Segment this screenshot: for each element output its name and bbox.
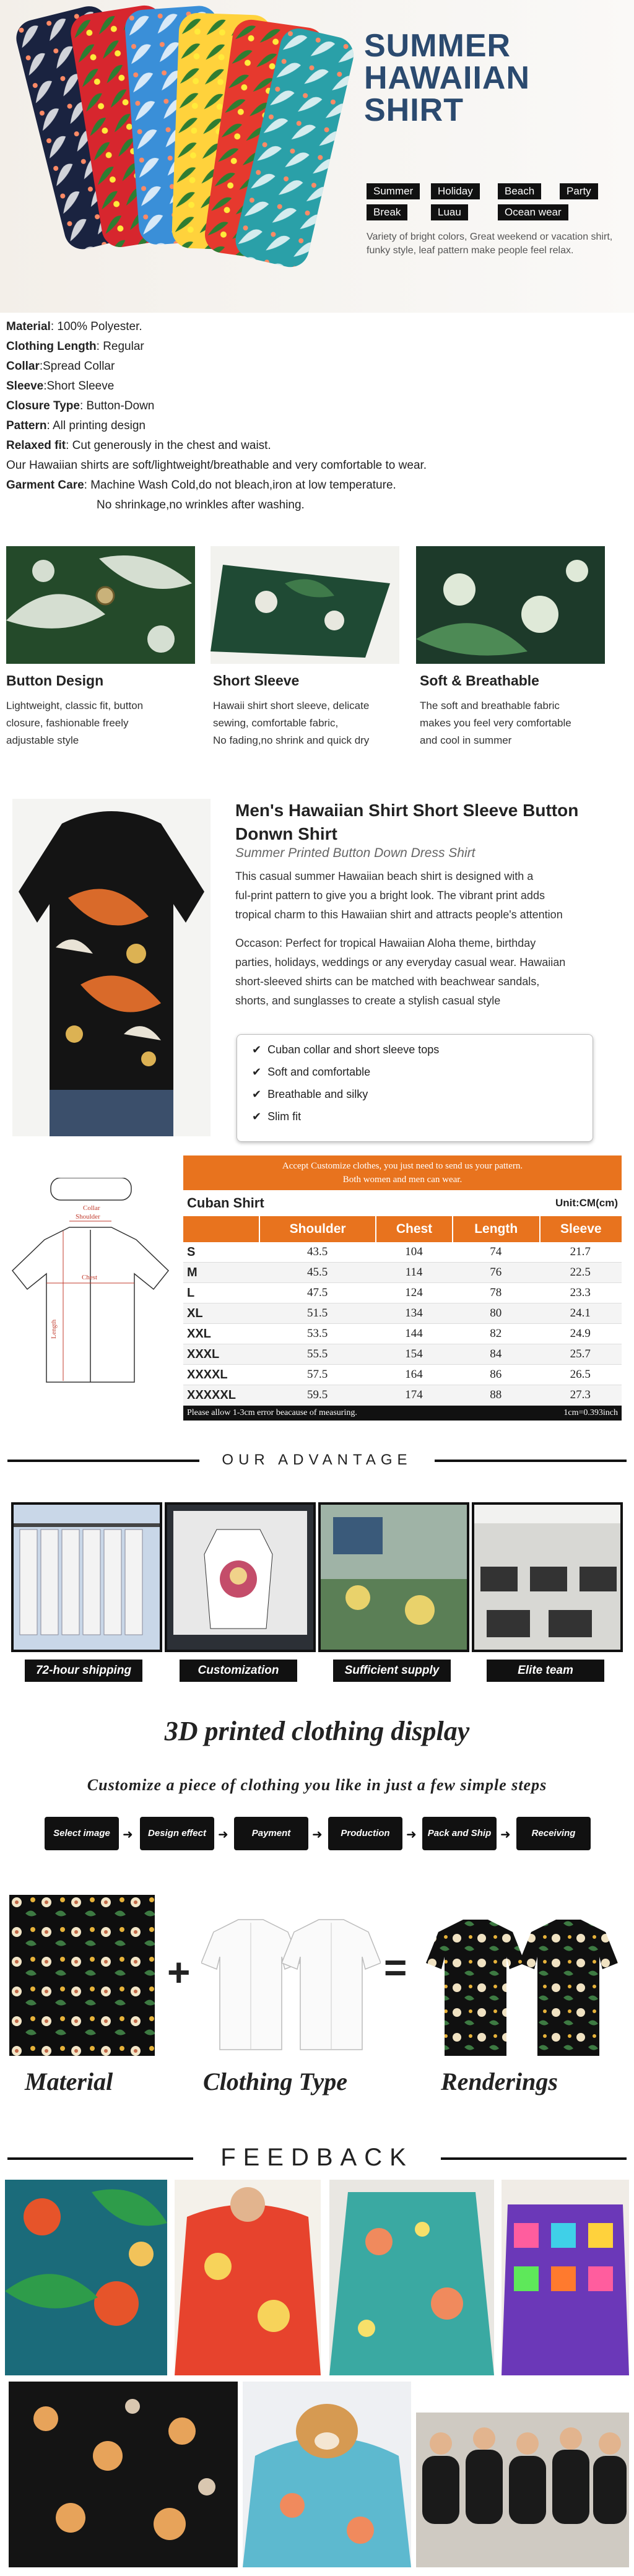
tag-luau: Luau bbox=[431, 204, 468, 220]
advantage-label-shipping: 72-hour shipping bbox=[25, 1660, 142, 1682]
size-chart-table bbox=[183, 1155, 622, 1421]
feedback-divider-left bbox=[7, 2157, 193, 2160]
spec-length: Clothing Length: Regular bbox=[6, 340, 144, 353]
feature-desc-button: Lightweight, classic fit, button closure, fashionable freely adjustable style bbox=[6, 700, 144, 746]
step-payment: Payment bbox=[234, 1817, 308, 1850]
size-value: 51.5 bbox=[259, 1303, 376, 1324]
feedback-heading: FEEDBACK bbox=[220, 2144, 414, 2171]
step-arrow: ➜ bbox=[312, 1828, 323, 1842]
advantage-image-design bbox=[165, 1502, 316, 1652]
spec-material: Material: 100% Polyester. bbox=[6, 320, 142, 333]
equals-sign: = bbox=[384, 1945, 407, 1990]
size-value: 84 bbox=[453, 1344, 540, 1365]
feedback-divider-right bbox=[441, 2157, 627, 2160]
size-banner-row bbox=[183, 1155, 622, 1190]
spec-sleeve: Sleeve:Short Sleeve bbox=[6, 380, 115, 393]
feedback-photo-1 bbox=[5, 2180, 167, 2375]
size-value: 47.5 bbox=[259, 1283, 376, 1303]
rendering-shirt-image bbox=[426, 1907, 624, 2062]
clothing-type-label: Clothing Type bbox=[203, 2068, 347, 2095]
spec-collar: Collar:Spread Collar bbox=[6, 360, 115, 373]
tag-summer: Summer bbox=[367, 183, 420, 199]
size-value: 78 bbox=[453, 1283, 540, 1303]
sketch-shoulder: Shoulder bbox=[76, 1213, 100, 1221]
sketch-collar: Collar bbox=[83, 1204, 100, 1212]
feedback-photo-5 bbox=[9, 2382, 238, 2567]
tag-beach: Beach bbox=[498, 183, 541, 199]
advantage-image-team bbox=[472, 1502, 623, 1652]
feedback-photo-6 bbox=[243, 2382, 411, 2567]
material-swatch-image bbox=[9, 1895, 155, 2056]
bullet-item: ✔ Soft and comfortable bbox=[252, 1066, 371, 1078]
feature-image-breathable bbox=[416, 546, 605, 664]
feedback-photo-7 bbox=[416, 2413, 629, 2567]
size-value: 24.9 bbox=[540, 1324, 622, 1344]
feedback-photo-2 bbox=[175, 2180, 321, 2375]
advantage-image-supply bbox=[318, 1502, 469, 1652]
feature-desc-breathable: The soft and breathable fabric makes you feel very comfortable and cool in summer bbox=[420, 700, 571, 746]
size-value: 86 bbox=[453, 1365, 540, 1385]
product-specs bbox=[6, 317, 625, 515]
size-row bbox=[183, 1365, 622, 1385]
size-footer-row bbox=[183, 1406, 622, 1421]
advantage-image-warehouse bbox=[11, 1502, 162, 1652]
step-design-effect: Design effect bbox=[140, 1817, 214, 1850]
size-row bbox=[183, 1283, 622, 1303]
size-value: 45.5 bbox=[259, 1263, 376, 1283]
bullet-item: ✔ Slim fit bbox=[252, 1110, 302, 1123]
size-row bbox=[183, 1263, 622, 1283]
product-title: Men's Hawaiian Shirt Short Sleeve Button Donwn Shirt bbox=[235, 801, 579, 843]
feature-desc-sleeve: Hawaii shirt short sleeve, delicate sewing, comfortable fabric, No fading,no shrink and quick dry bbox=[213, 700, 370, 746]
display-subheading: Customize a piece of clothing you like in just a few simple steps bbox=[87, 1776, 547, 1794]
size-chart-name: Cuban Shirt bbox=[187, 1195, 264, 1211]
step-select-image: Select image bbox=[45, 1817, 119, 1850]
size-label: XXXXL bbox=[183, 1365, 259, 1385]
spec-comfort: Our Hawaiian shirts are soft/lightweight/breathable and very comfortable to wear. bbox=[6, 459, 427, 472]
size-body bbox=[183, 1242, 622, 1406]
size-value: 80 bbox=[453, 1303, 540, 1324]
feedback-photo-3 bbox=[329, 2180, 494, 2375]
sketch-length: Length bbox=[50, 1319, 58, 1339]
size-label: XL bbox=[183, 1303, 259, 1324]
size-value: 53.5 bbox=[259, 1324, 376, 1344]
hero-description: Variety of bright colors, Great weekend or vacation shirt, funky style, leaf pattern make people feel relax. bbox=[367, 232, 613, 256]
size-value: 21.7 bbox=[540, 1242, 622, 1263]
step-pack-and-ship: Pack and Ship bbox=[422, 1817, 497, 1850]
size-row bbox=[183, 1324, 622, 1344]
material-label: Material bbox=[25, 2068, 113, 2095]
size-value: 114 bbox=[376, 1263, 453, 1283]
size-row bbox=[183, 1242, 622, 1263]
size-value: 24.1 bbox=[540, 1303, 622, 1324]
step-arrow: ➜ bbox=[123, 1828, 133, 1842]
product-bullets bbox=[237, 1034, 593, 1142]
size-value: 144 bbox=[376, 1324, 453, 1344]
tag-party: Party bbox=[560, 183, 598, 199]
bullet-item: ✔ Cuban collar and short sleeve tops bbox=[252, 1043, 440, 1056]
product-subtitle: Summer Printed Button Down Dress Shirt bbox=[235, 846, 476, 860]
size-value: 26.5 bbox=[540, 1365, 622, 1385]
feature-title-breathable: Soft & Breathable bbox=[420, 672, 539, 689]
hero-title-line3: SHIRT bbox=[364, 92, 464, 128]
tag-ocean-wear: Ocean wear bbox=[498, 204, 568, 220]
advantage-label-supply: Sufficient supply bbox=[333, 1660, 451, 1682]
divider-left bbox=[7, 1460, 199, 1462]
spec-closure: Closure Type: Button-Down bbox=[6, 399, 155, 412]
sketch-chest: Chest bbox=[82, 1274, 98, 1281]
spec-pattern: Pattern: All printing design bbox=[6, 419, 145, 432]
size-value: 23.3 bbox=[540, 1283, 622, 1303]
size-row bbox=[183, 1303, 622, 1324]
size-chart-unit: Unit:CM(cm) bbox=[555, 1197, 618, 1209]
size-value: 22.5 bbox=[540, 1263, 622, 1283]
size-row bbox=[183, 1344, 622, 1365]
size-label: XXL bbox=[183, 1324, 259, 1344]
size-label: XXXL bbox=[183, 1344, 259, 1365]
feature-image-sleeve bbox=[211, 546, 399, 664]
size-value: 134 bbox=[376, 1303, 453, 1324]
plus-sign: + bbox=[167, 1950, 191, 1995]
display-heading: 3D printed clothing display bbox=[164, 1716, 470, 1746]
size-footer-conversion: 1cm=0.393inch bbox=[563, 1408, 618, 1417]
step-arrow: ➜ bbox=[406, 1828, 417, 1842]
tag-holiday: Holiday bbox=[431, 183, 480, 199]
step-arrow: ➜ bbox=[500, 1828, 511, 1842]
hero-title-line1: SUMMER bbox=[364, 28, 511, 64]
step-arrow: ➜ bbox=[218, 1828, 228, 1842]
size-footer-note: Please allow 1-3cm error beacause of measuring. bbox=[187, 1408, 357, 1417]
advantage-label-team: Elite team bbox=[487, 1660, 604, 1682]
size-value: 57.5 bbox=[259, 1365, 376, 1385]
feedback-photo-4 bbox=[502, 2180, 629, 2375]
hero-title bbox=[364, 30, 530, 126]
size-label: XXXXXL bbox=[183, 1385, 259, 1406]
size-sketch-diagram bbox=[7, 1178, 173, 1388]
renderings-label: Renderings bbox=[441, 2068, 558, 2095]
tag-break: Break bbox=[367, 204, 407, 220]
size-value: 154 bbox=[376, 1344, 453, 1365]
size-value: 76 bbox=[453, 1263, 540, 1283]
advantage-heading: OUR ADVANTAGE bbox=[222, 1451, 412, 1468]
feature-title-button: Button Design bbox=[6, 672, 104, 689]
size-banner-line1: Accept Customize clothes, you just need to send us your pattern. bbox=[282, 1161, 523, 1171]
size-label: L bbox=[183, 1283, 259, 1303]
step-receiving: Receiving bbox=[516, 1817, 591, 1850]
size-value: 124 bbox=[376, 1283, 453, 1303]
spec-care: Garment Care: Machine Wash Cold,do not bleach,iron at low temperature. bbox=[6, 479, 396, 492]
size-header-row: Shoulder Chest Length Sleeve bbox=[183, 1216, 622, 1242]
feature-image-button bbox=[6, 546, 195, 664]
bullet-item: ✔ Breathable and silky bbox=[252, 1088, 368, 1100]
divider-right bbox=[435, 1460, 627, 1462]
size-row bbox=[183, 1385, 622, 1406]
size-label: M bbox=[183, 1263, 259, 1283]
product-occasion: Occason: Perfect for tropical Hawaiian Aloha theme, birthday parties, holidays, weddings or any everyday casual wear. Hawaiian short-sleeved shirts can be matched with beachwear sandals, shorts, and sunglasses to create a stylish casual style bbox=[235, 937, 566, 1007]
size-value: 59.5 bbox=[259, 1385, 376, 1406]
size-value: 104 bbox=[376, 1242, 453, 1263]
advantage-label-customization: Customization bbox=[180, 1660, 297, 1682]
size-value: 74 bbox=[453, 1242, 540, 1263]
size-value: 43.5 bbox=[259, 1242, 376, 1263]
size-label: S bbox=[183, 1242, 259, 1263]
size-value: 174 bbox=[376, 1385, 453, 1406]
size-value: 88 bbox=[453, 1385, 540, 1406]
step-production: Production bbox=[328, 1817, 402, 1850]
hero-shirts-image bbox=[0, 0, 365, 313]
spec-care-2: No shrinkage,no wrinkles after washing. bbox=[97, 498, 305, 511]
product-description: This casual summer Hawaiian beach shirt is designed with a ful-print pattern to give you a bright look. The vibrant print adds tropical charm to this Hawaiian shirt and attracts people's attention bbox=[235, 870, 563, 921]
size-value: 82 bbox=[453, 1324, 540, 1344]
product-model-photo bbox=[12, 799, 211, 1136]
size-value: 164 bbox=[376, 1365, 453, 1385]
size-banner-line2: Both women and men can wear. bbox=[342, 1175, 462, 1185]
white-shirt-image bbox=[201, 1907, 381, 2056]
hero-banner bbox=[0, 0, 634, 313]
spec-fit: Relaxed fit: Cut generously in the chest and waist. bbox=[6, 439, 271, 452]
size-value: 27.3 bbox=[540, 1385, 622, 1406]
size-title-row bbox=[183, 1190, 622, 1216]
feature-title-sleeve: Short Sleeve bbox=[213, 672, 300, 689]
size-value: 25.7 bbox=[540, 1344, 622, 1365]
hero-title-line2: HAWAIIAN bbox=[364, 60, 530, 96]
size-value: 55.5 bbox=[259, 1344, 376, 1365]
